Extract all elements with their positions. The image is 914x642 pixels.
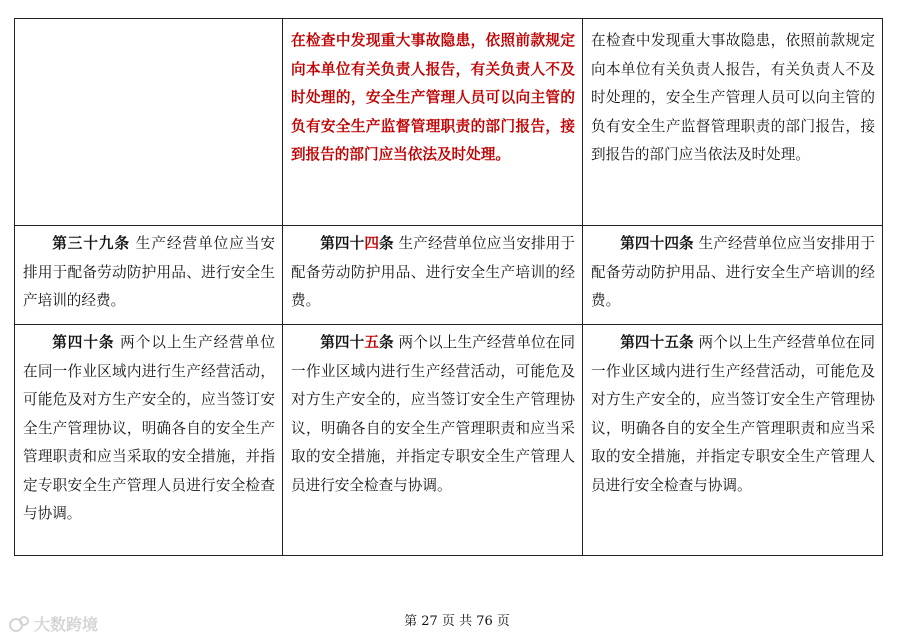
table-cell-old-law <box>15 19 283 226</box>
table-row <box>15 226 883 325</box>
cell-text: 生产经营单位应当安排用于配备劳动防护用品、进行安全生产培训的经费。 <box>291 235 575 309</box>
table-row <box>15 325 883 556</box>
table-cell-draft <box>283 325 583 556</box>
table-cell-new-law <box>583 325 883 556</box>
law-comparison-table <box>14 18 883 556</box>
article-number-changed: 五 <box>364 334 380 351</box>
cell-text: 生产经营单位应当安排用于配备劳动防护用品、进行安全生产培训的经费。 <box>23 235 275 309</box>
table-cell-new-law <box>583 19 883 226</box>
article-number-changed: 四 <box>364 235 380 252</box>
cell-text: 两个以上生产经营单位在同一作业区域内进行生产经营活动，可能危及对方生产安全的，应当签订安全生产管理协议，明确各自的安全生产管理职责和应当采取的安全措施，并指定专职安全生产管理人员进行安全检查与协调。 <box>23 334 275 522</box>
cell-text-highlighted: 在检查中发现重大事故隐患，依照前款规定向本单位有关负责人报告，有关负责人不及时处理的，安全生产管理人员可以向主管的负有安全生产监督管理职责的部门报告，接到报告的部门应当依法及时处理。 <box>291 32 575 163</box>
article-number: 第四十五条 <box>620 334 694 351</box>
cell-text: 生产经营单位应当安排用于配备劳动防护用品、进行安全生产培训的经费。 <box>591 235 875 309</box>
article-number: 第三十九条 <box>52 235 131 252</box>
table-cell-old-law <box>15 325 283 556</box>
table-cell-old-law <box>15 226 283 325</box>
article-number: 第四十条 <box>52 334 115 351</box>
watermark-text: 大数跨境 <box>34 615 99 634</box>
table-cell-new-law <box>583 226 883 325</box>
page-number: 第 27 页 共 76 页 <box>404 614 510 629</box>
cell-text: 在检查中发现重大事故隐患，依照前款规定向本单位有关负责人报告，有关负责人不及时处理的，安全生产管理人员可以向主管的负有安全生产监督管理职责的部门报告，接到报告的部门应当依法及时处理。 <box>591 32 875 163</box>
article-number: 第四十四条 <box>620 235 694 252</box>
table-row <box>15 19 883 226</box>
article-number: 第四十五条 <box>320 334 394 351</box>
article-number: 第四十四条 <box>320 235 394 252</box>
cell-text: 两个以上生产经营单位在同一作业区域内进行生产经营活动，可能危及对方生产安全的，应当签订安全生产管理协议，明确各自的安全生产管理职责和应当采取的安全措施，并指定专职安全生产管理人员进行安全检查与协调。 <box>591 334 875 494</box>
table-cell-draft <box>283 226 583 325</box>
cell-text: 两个以上生产经营单位在同一作业区域内进行生产经营活动，可能危及对方生产安全的，应当签订安全生产管理协议，明确各自的安全生产管理职责和应当采取的安全措施，并指定专职安全生产管理人员进行安全检查与协调。 <box>291 334 575 494</box>
table-cell-draft <box>283 19 583 226</box>
